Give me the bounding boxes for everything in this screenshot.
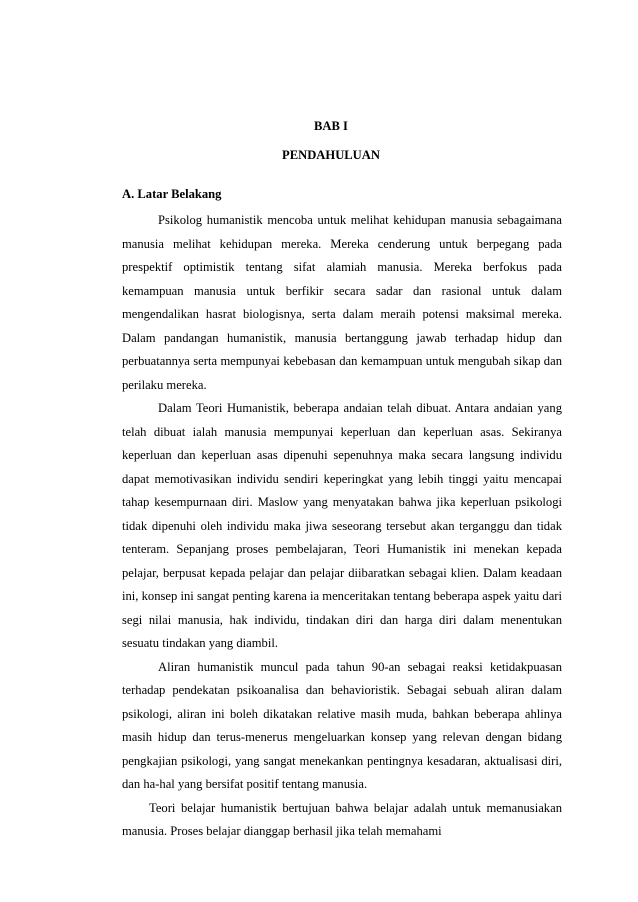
chapter-title: PENDAHULUAN	[282, 148, 380, 162]
body-text	[122, 209, 562, 844]
paragraph: Teori belajar humanistik bertujuan bahwa belajar adalah untuk memanusiakan manusia. Proses belajar dianggap berhasil jika telah memahami	[122, 800, 562, 838]
paragraph: Psikolog humanistik mencoba untuk melihat kehidupan manusia sebagaimana manusia melihat kehidupan mereka. Mereka cenderung untuk berpegang pada prespektif optimistik tentang sifat alamiah manusia. Mereka berfokus pada kemampuan manusia untuk berfikir secara sadar dan rasional untuk dalam mengendalikan hasrat biologisnya, serta dalam meraih potensi maksimal mereka. Dalam pandangan humanistik, manusia bertanggung jawab terhadap hidup dan perbuatannya serta mempunyai kebebasan dan kemampuan untuk mengubah sikap dan perilaku mereka.	[122, 213, 562, 392]
chapter-label: BAB I	[314, 119, 348, 133]
paragraph: Aliran humanistik muncul pada tahun 90-an sebagai reaksi ketidakpuasan terhadap pendekatan psikoanalisa dan behavioristik. Sebagai sebuah aliran dalam psikologi, aliran ini boleh dikatakan relative masih muda, bahkan beberapa ahlinya masih hidup dan terus-menerus mengeluarkan konsep yang relevan dengan bidang pengkajian psikologi, yang sangat menekankan pentingnya kesadaran, aktualisasi diri, dan ha-hal yang bersifat positif tentang manusia.	[122, 659, 562, 791]
section-heading: A. Latar Belakang	[122, 187, 222, 201]
paragraph: Dalam Teori Humanistik, beberapa andaian telah dibuat. Antara andaian yang telah dibuat ialah manusia mempunyai keperluan dan keperluan asas. Sekiranya keperluan dan keperluan asas dipenuhi sepenuhnya maka secara langsung individu dapat memotivasikan individu sendiri keperingkat yang lebih tinggi yaitu mencapai tahap kesempurnaan diri. Maslow yang menyatakan bahwa jika keperluan psikologi tidak dipenuhi oleh individu maka jiwa seseorang tersebut akan terganggu dan tidak tenteram. Sepanjang proses pembelajaran, Teori Humanistik ini menekan kepada pelajar, berpusat kepada pelajar dan pelajar diibaratkan sebagai klien. Dalam keadaan ini, konsep ini sangat penting karena ia menceritakan tentang beberapa aspek yaitu dari segi nilai manusia, hak individu, tindakan diri dan harga diri dalam menentukan sesuatu tindakan yang diambil.	[122, 401, 562, 650]
